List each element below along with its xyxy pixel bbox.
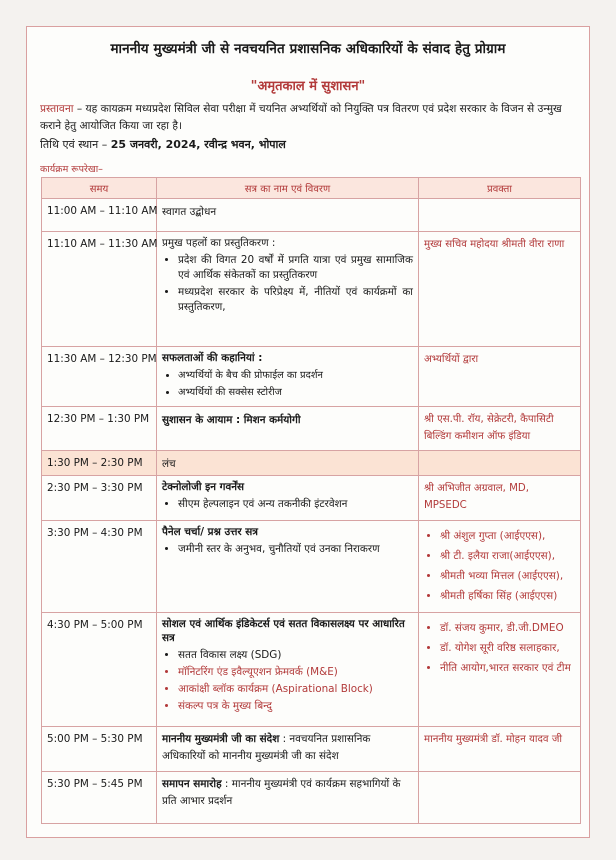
- session-title: टेक्नोलोजी इन गवर्नेंस: [162, 481, 245, 493]
- list-item: • सीएम हेल्पलाइन एवं अन्य तकनीकी इंटरवेशन: [178, 497, 413, 512]
- table-row: [42, 521, 581, 613]
- row-speaker: [419, 613, 581, 727]
- list-item: • सतत विकास लक्ष्य (SDG): [178, 648, 413, 663]
- row-session: [157, 451, 419, 476]
- speaker-name: • नीति आयोग,भारत सरकार एवं टीम: [440, 660, 575, 677]
- table-row: [42, 727, 581, 772]
- row-speaker: [419, 727, 581, 772]
- row-session: [157, 613, 419, 727]
- speaker-name: अभ्यर्थियों द्वारा: [424, 354, 479, 365]
- table-row: [42, 347, 581, 407]
- row-speaker: [419, 232, 581, 347]
- speaker-name: श्री एस.पी. रॉय, सेक्रेटरी, कैपासिटी बिल्डिंग कमीशन ऑफ इंडिया: [424, 414, 554, 442]
- session-items: [162, 648, 413, 714]
- page-title: माननीय मुख्यमंत्री जी से नवचयनित प्रशासनिक अधिकारियों के संवाद हेतु प्रोग्राम: [110, 41, 506, 57]
- outline-label: कार्यक्रम रूपरेखा–: [40, 164, 103, 175]
- row-session: [157, 521, 419, 613]
- page-subtitle: "अमृतकाल में सुशासन": [250, 79, 366, 94]
- speaker-name: • श्रीमती हर्षिका सिंह (आईएएस): [440, 588, 575, 605]
- row-speaker: [419, 476, 581, 521]
- session-title: समापन समारोह: [162, 778, 222, 790]
- list-item: • मध्यप्रदेश सरकार के परिप्रेक्ष्य में, नीतियों एवं कार्यक्रमों का प्रस्तुतिकरण,: [178, 285, 413, 315]
- table-header-row: [42, 178, 581, 199]
- row-time: 11:00 AM – 11:10 AM: [42, 199, 157, 232]
- session-description: : नवचयनित प्रशासनिक अधिकारियों को माननीय मुख्यमंत्री जी का संदेश: [162, 733, 371, 762]
- session-items: [162, 497, 413, 512]
- table-row: [42, 199, 581, 232]
- document-page: [26, 26, 590, 838]
- session-items: [162, 542, 413, 557]
- row-session: [157, 476, 419, 521]
- row-speaker: [419, 407, 581, 451]
- session-items: [162, 253, 413, 315]
- session-title: सफलताओं की कहानियां :: [162, 352, 263, 364]
- row-speaker: [419, 451, 581, 476]
- speaker-name: • डॉ. संजय कुमार, डी.जी.DMEO: [440, 620, 575, 637]
- row-time: 5:30 PM – 5:45 PM: [42, 772, 157, 824]
- list-item: • आकांक्षी ब्लॉक कार्यक्रम (Aspirational Block): [178, 682, 413, 697]
- table-row: [42, 476, 581, 521]
- speaker-name: श्री अभिजीत अग्रवाल, MD, MPSEDC: [424, 483, 530, 511]
- table-row-lunch: [42, 451, 581, 476]
- list-item: • अभ्यर्थियों की सक्सेस स्टोरीज: [178, 385, 413, 400]
- row-session: [157, 232, 419, 347]
- session-title: लंच: [162, 458, 176, 470]
- speaker-list: [424, 620, 575, 677]
- speaker-name: • श्री टी. इलैया राजा(आईएएस),: [440, 548, 575, 565]
- row-session: [157, 727, 419, 772]
- header-session: सत्र का नाम एवं विवरण: [157, 178, 419, 199]
- session-items: [162, 368, 413, 400]
- list-item: • संकल्प पत्र के मुख्य बिन्दु: [178, 699, 413, 714]
- row-time: 3:30 PM – 4:30 PM: [42, 521, 157, 613]
- row-speaker: [419, 199, 581, 232]
- row-time: 12:30 PM – 1:30 PM: [42, 407, 157, 451]
- row-time: 4:30 PM – 5:00 PM: [42, 613, 157, 727]
- row-session: [157, 772, 419, 824]
- row-session: [157, 407, 419, 451]
- list-item: • अभ्यर्थियों के बैच की प्रोफाईल का प्रदर्शन: [178, 368, 413, 383]
- date-line: [40, 137, 286, 152]
- list-item: • प्रदेश की विगत 20 वर्षों में प्रगति यात्रा एवं प्रमुख सामाजिक एवं आर्थिक संकेतकों का प्रस्तुतिकरण: [178, 253, 413, 283]
- row-speaker: [419, 521, 581, 613]
- table-row: [42, 772, 581, 824]
- list-item: • जमीनी स्तर के अनुभव, चुनौतियों एवं उनका निराकरण: [178, 542, 413, 557]
- speaker-name: माननीय मुख्यमंत्री डॉ. मोहन यादव जी: [424, 734, 563, 745]
- table-row: [42, 407, 581, 451]
- speaker-list: [424, 528, 575, 605]
- speaker-name: • श्रीमती भव्या मित्तल (आईएएस),: [440, 568, 575, 585]
- row-time: 1:30 PM – 2:30 PM: [42, 451, 157, 476]
- session-title: स्वागत उद्बोधन: [162, 206, 217, 218]
- schedule-table: [41, 177, 581, 824]
- header-speaker: प्रवक्ता: [419, 178, 581, 199]
- session-title: सोशल एवं आर्थिक इंडिकेटर्स एवं सतत विकासलक्ष्य पर आधारित सत्र: [162, 618, 405, 644]
- row-session: [157, 199, 419, 232]
- date-value: 25 जनवरी, 2024, रवीन्द्र भवन, भोपाल: [110, 138, 286, 151]
- row-session: [157, 347, 419, 407]
- row-speaker: [419, 772, 581, 824]
- speaker-name: • श्री अंशुल गुप्ता (आईएएस),: [440, 528, 575, 545]
- session-title: सुशासन के आयाम : मिशन कर्मयोगी: [162, 414, 301, 426]
- table-row: [42, 232, 581, 347]
- session-title: पैनेल चर्चा/ प्रश्न उत्तर सत्र: [162, 526, 259, 538]
- session-title: माननीय मुख्यमंत्री जी का संदेश: [162, 733, 280, 745]
- row-time: 2:30 PM – 3:30 PM: [42, 476, 157, 521]
- speaker-name: मुख्य सचिव महोदया श्रीमती वीरा राणा: [424, 239, 565, 250]
- date-label: तिथि एवं स्थान –: [40, 138, 111, 151]
- session-title: प्रमुख पहलों का प्रस्तुतिकरण :: [162, 237, 276, 249]
- intro-paragraph: [40, 101, 575, 135]
- list-item: • मॉनिटरिंग एंड इवैल्यूएशन फ्रेमवर्क (M&E): [178, 665, 413, 680]
- session-description: : माननीय मुख्यमंत्री एवं कार्यक्रम सहभागियों के प्रति आभार प्रदर्शन: [162, 778, 401, 807]
- table-row: [42, 613, 581, 727]
- row-time: 11:10 AM – 11:30 AM: [42, 232, 157, 347]
- row-time: 11:30 AM – 12:30 PM: [42, 347, 157, 407]
- intro-text: – यह कायक्रम मध्यप्रदेश सिविल सेवा परीक्षा में चयनित अभ्यर्थियों को नियुक्ति पत्र वितरण एवं प्रदेश सरकार के विजन से उन्मुख कराने हेतु आयोजित किया जा रहा है।: [40, 103, 562, 132]
- speaker-name: • डॉ. योगेश सूरी वरिष्ठ सलाहकार,: [440, 640, 575, 657]
- row-speaker: [419, 347, 581, 407]
- header-time: समय: [42, 178, 157, 199]
- row-time: 5:00 PM – 5:30 PM: [42, 727, 157, 772]
- intro-label: प्रस्तावना: [40, 103, 74, 115]
